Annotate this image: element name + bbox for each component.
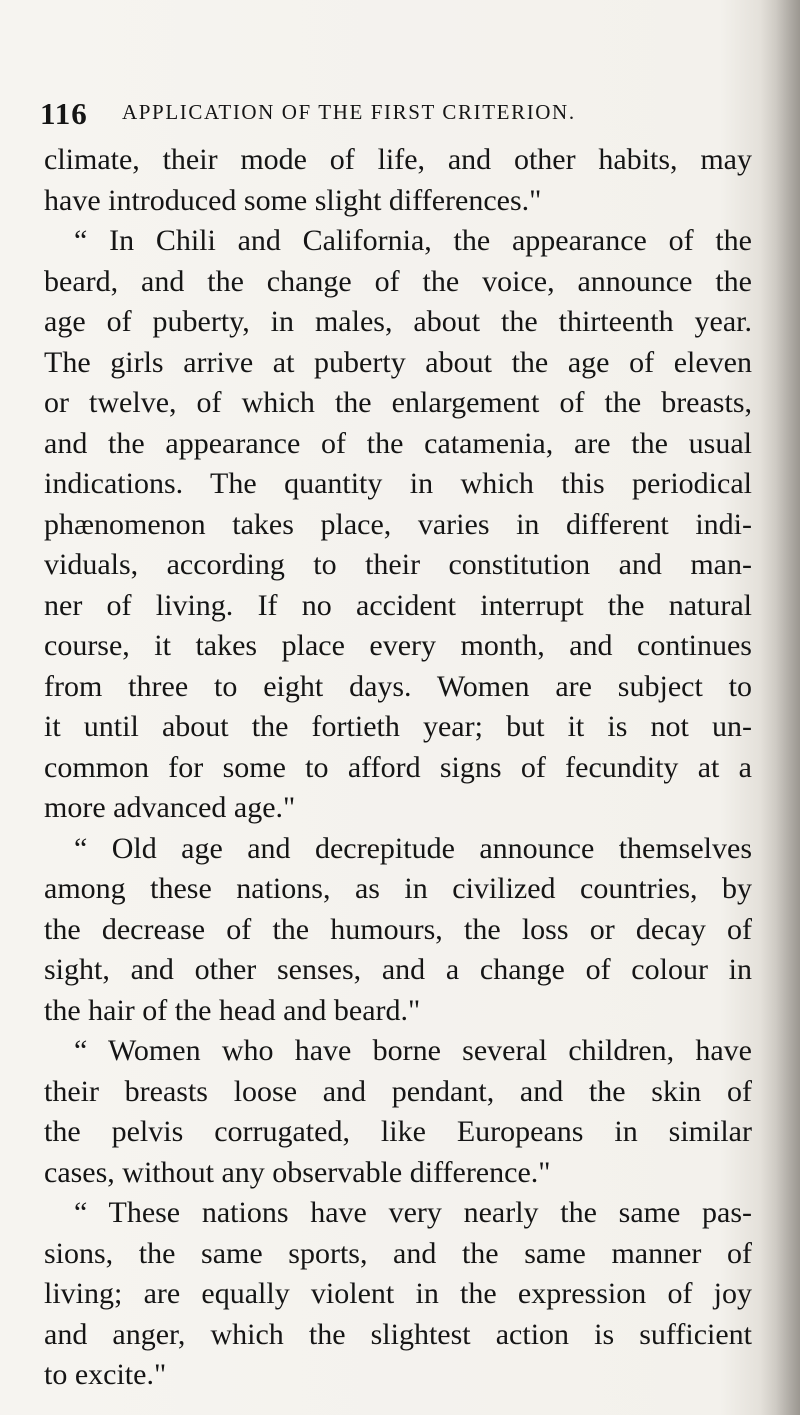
- text-line: age of puberty, in males, about the thirteenth year.: [44, 305, 752, 338]
- text-line: ner of living. If no accident interrupt the natural: [44, 588, 752, 622]
- text-line: The girls arrive at puberty about the age of eleven: [44, 345, 752, 379]
- text-line: the hair of the head and beard.": [44, 993, 421, 1027]
- binding-shadow: [760, 0, 800, 1415]
- text-line: phænomenon takes place, varies in different indi-: [44, 507, 752, 541]
- text-line: climate, their mode of life, and other habits, may: [44, 143, 752, 176]
- body-text: [44, 140, 752, 1396]
- text-line: “ These nations have very nearly the same pas-: [74, 1196, 752, 1229]
- text-line: indications. The quantity in which this periodical: [44, 467, 752, 500]
- text-line: viduals, according to their constitution and man-: [44, 548, 752, 581]
- text-line: from three to eight days. Women are subject to: [44, 669, 752, 703]
- text-line: sions, the same sports, and the same manner of: [44, 1236, 752, 1270]
- text-line: their breasts loose and pendant, and the skin of: [44, 1074, 752, 1108]
- running-head: APPLICATION OF THE FIRST CRITERION.: [122, 100, 576, 124]
- text-line: sight, and other senses, and a change of colour in: [44, 953, 752, 986]
- text-line: beard, and the change of the voice, announce the: [44, 264, 752, 298]
- text-line: and the appearance of the catamenia, are the usual: [44, 426, 752, 460]
- text-line: “ Old age and decrepitude announce themselves: [74, 831, 752, 865]
- text-line: or twelve, of which the enlargement of the breasts,: [44, 386, 752, 419]
- text-line: and anger, which the slightest action is sufficient: [44, 1317, 752, 1351]
- text-line: to excite.": [44, 1358, 167, 1391]
- text-line: it until about the fortieth year; but it is not un-: [44, 710, 752, 743]
- text-line: course, it takes place every month, and continues: [44, 629, 752, 662]
- text-line: living; are equally violent in the expression of joy: [44, 1277, 752, 1310]
- text-line: cases, without any observable difference.": [44, 1155, 551, 1189]
- text-line: “ In Chili and California, the appearance of the: [74, 224, 752, 257]
- page-number: 116: [40, 96, 88, 131]
- text-line: common for some to afford signs of fecundity at a: [44, 750, 752, 784]
- text-line: the decrease of the humours, the loss or decay of: [44, 912, 752, 946]
- text-line: more advanced age.": [44, 791, 296, 824]
- text-line: “ Women who have borne several children, have: [74, 1034, 752, 1067]
- text-line: among these nations, as in civilized countries, by: [44, 872, 752, 905]
- text-line: the pelvis corrugated, like Europeans in similar: [44, 1115, 752, 1148]
- text-line: have introduced some slight differences.": [44, 183, 542, 217]
